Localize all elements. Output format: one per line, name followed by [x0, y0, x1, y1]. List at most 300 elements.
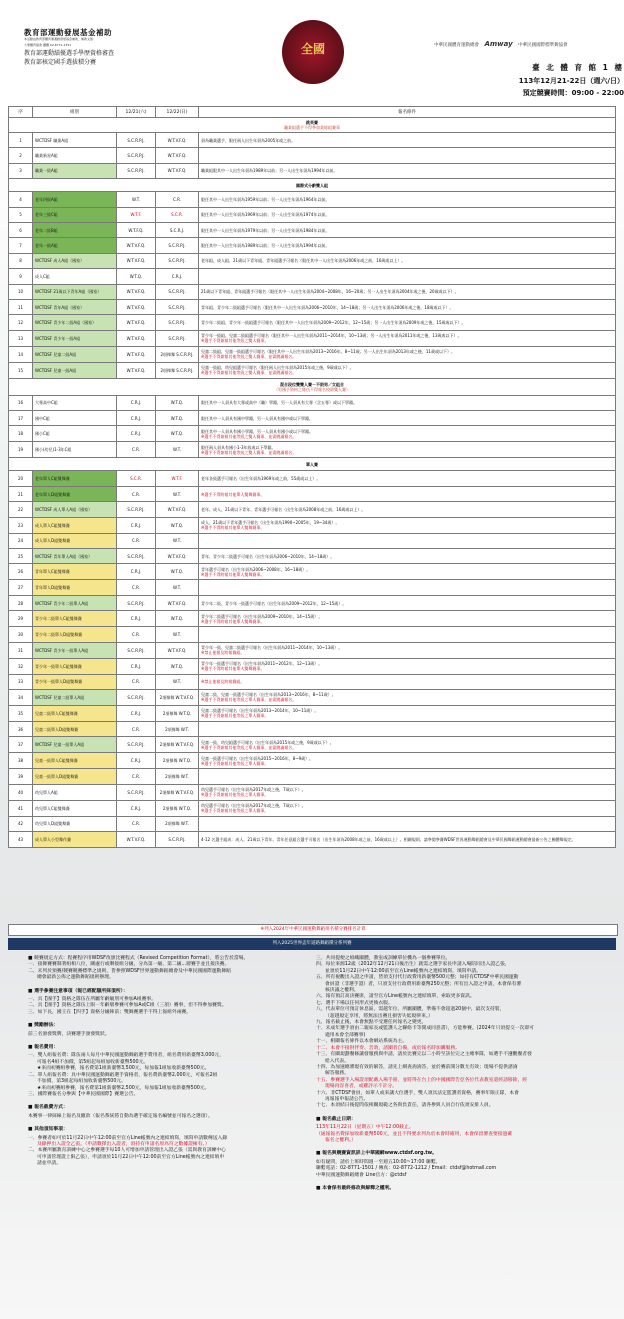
category-name: WCTDSF 兒童一級單人A組	[33, 737, 117, 753]
category-name: 成人單人小型舞作賽	[33, 832, 117, 847]
day2-dances: W.T.F.	[156, 471, 199, 486]
day1-dances: C.R.	[117, 580, 156, 595]
sponsor-1: 中華民國體育運動總會	[434, 43, 479, 48]
table-row	[9, 769, 616, 784]
notes-line: 可申請管理證上限乙張），申請須於11月22日中午12:00前至官方Line帳號內之連結填申	[37, 1154, 225, 1160]
table-row	[9, 253, 616, 268]
table-row	[9, 580, 616, 595]
category-name: 青少年二級單人D組雙舞賽	[33, 627, 117, 642]
table-row	[9, 330, 616, 346]
row-number: 29	[9, 611, 33, 627]
notes-right	[316, 956, 606, 1194]
category-name: 老年單人C組雙舞賽	[33, 471, 117, 486]
section-row	[9, 118, 616, 133]
notes-line: 一、雙人組報名費：隊伍兩人每月中華民國運動舞蹈選手費用者，組名費用新臺幣3,000元，	[28, 1053, 225, 1059]
row-number: 41	[9, 800, 33, 816]
notes-line: 再報報申報請公告。	[325, 1096, 369, 1102]
eligibility-text	[199, 784, 616, 800]
notes-line: 五、所有視觀出入證之申請，皆須支付代行政費用新臺幣500元整；如持有CTDSF中華民國運動	[316, 975, 519, 981]
table-row	[9, 627, 616, 642]
day2-dances: 2項擇舞 S.C.R.P.J.	[156, 346, 199, 362]
category-name: 老年單人D組雙舞賽	[33, 486, 117, 501]
notes-left	[28, 956, 318, 1168]
notes-line: 三、國際賽報名分參與【中華民國國際】賽選公告。	[28, 1091, 139, 1097]
header-no: 序	[9, 107, 33, 118]
eligibility-main: 限任其中一人出生年須為1979年以前；另一人出生年須為1984年以前。	[201, 227, 330, 233]
eligibility-main: 限任其中一人出生年須為1989年以前；另一人出生年須為1994年以前。	[201, 243, 330, 249]
notes-line: 適用本會全部賽事)	[325, 1032, 366, 1038]
eligibility-main: 老年、成人、21歲以下青年、青年選手可報名（出生年須為2008年或之前，16歲或以上）。	[201, 506, 366, 512]
table-row	[9, 689, 616, 705]
notes-line: 十二、本會不接供伴奏、音效，請團者自備，或於報名時加購服務。	[316, 1045, 460, 1051]
section-title	[9, 179, 616, 192]
day1-dances: C.R.J.	[117, 564, 156, 580]
day1-dances: C.R.	[117, 442, 156, 458]
section-title-text: 單人賽	[306, 461, 318, 467]
day2-dances: 2項擇舞 W.T.Q.	[156, 705, 199, 721]
table-row	[9, 315, 616, 330]
day1-dances: W.T.V.F.Q.	[117, 299, 156, 314]
eligibility-text	[199, 148, 616, 163]
day2-dances: 2項擇舞 W.T.Q.	[156, 753, 199, 769]
eligibility-note: ※選手不得兼報其他等級之單人賽事，並需跳滿報名。	[201, 697, 297, 703]
notes-line: 請並申請。	[37, 1161, 61, 1167]
row-number: 34	[9, 689, 33, 705]
eligibility-text	[199, 315, 616, 330]
eligibility-main: 兒童二級、兒童一級選手可報名（出生年須為2013~2016年，8~11歲）。	[201, 692, 336, 698]
table-row	[9, 163, 616, 178]
day1-dances: S.C.R.P.J.	[117, 163, 156, 178]
eligibility-main: 青少年二級、青少年一級選手可報名（出生年須為2009~2012年，12~15歲）。	[201, 600, 347, 606]
row-number: 42	[9, 816, 33, 831]
eligibility-text	[199, 346, 616, 362]
table-row	[9, 133, 616, 148]
eligibility-main: 限任其中一人出生年須為1969年以前；另一人出生年須為1974年以前。	[201, 212, 330, 218]
eligibility-text	[199, 517, 616, 533]
notes-line: 給入代表。	[325, 1058, 349, 1064]
day2-dances: W.T.	[156, 442, 199, 458]
table-row	[9, 426, 616, 442]
table-row	[9, 411, 616, 426]
notes-line: 會員證（非選手證）者，只須支付行政費用新臺幣250元整；所有出入證之申請，本會保有審	[325, 981, 522, 987]
notes-line: ■ 競賽規定方式：程賽程序用WDSF改頒比賽程式（Revised Competition Format），將公告於當場。	[28, 956, 249, 961]
day2-dances: W.T.Q.	[156, 411, 199, 426]
notes-heading: ■ 獎勵辦法：	[28, 1023, 59, 1029]
eligibility-main: 青少年二級組、青少年一級組選手可報名（限任其中一人出生年須為2009~2012年，12~15歲；另一人出生年須為2009年或之後，15歲或以下）。	[201, 319, 466, 325]
day2-dances: 2項擇舞 W.T.V.F.Q.	[156, 737, 199, 753]
eligibility-main: 青少年二級選手可報名（出生年須為2009~2010年，14~15歲）。	[201, 613, 323, 619]
row-number: 27	[9, 580, 33, 595]
eligibility-text	[199, 442, 616, 458]
notes-line: 一、具【國手】資格之隊伍在所屬年齡級別可參加A組賽事。	[28, 997, 157, 1003]
row-number: 43	[9, 832, 33, 847]
eligibility-main: 青少年一級、兒童二級選手可報名（出生年須為2011~2014年，10~13歲）。	[201, 645, 343, 651]
table-row	[9, 642, 616, 658]
table-row	[9, 284, 616, 299]
row-number: 9	[9, 269, 33, 284]
table-row	[9, 222, 616, 237]
org-small-2: 大專體育總會 團體 02-8771-1351	[24, 43, 72, 47]
day2-dances: 2項擇舞 W.T.Q.	[156, 800, 199, 816]
eligibility-text	[199, 330, 616, 346]
eligibility-main: 兒童二級選手可報名（出生年須為2013~2014年，10~11歲）。	[201, 708, 319, 714]
notes-line: 十四、為加速總審現有效的解答，請先上網查詢詢答，並於賽前開分數尤有效；現場不提供諮詢	[316, 1064, 518, 1070]
day1-dances: W.T.V.F.Q.	[117, 832, 156, 847]
eligibility-main: 幼兒選手可報名（出生年須為2017年或之後，7歲以下）。	[201, 787, 306, 793]
day2-dances: 2項擇舞 W.T.V.F.Q.	[156, 689, 199, 705]
notes-line: 核決議之權利。	[325, 988, 359, 994]
table-row	[9, 442, 616, 458]
eligibility-main: 老年組、成人組、21歲以下青年組、青年組選手可報名（限任其中一人出生年須為2006年或之前，16歲或以上）。	[201, 258, 406, 264]
eligibility-text	[199, 362, 616, 378]
category-name: 職業一級A組	[33, 163, 117, 178]
notes-line: 可報名4組不加價，第5組起每組加收新臺幣500元。	[37, 1059, 149, 1065]
category-name: WCTDSF 青年A組（國家）	[33, 299, 117, 314]
row-number: 13	[9, 330, 33, 346]
category-name: 老年二級B組	[33, 222, 117, 237]
row-number: 6	[9, 222, 33, 237]
category-name: 青少年一級單人C組雙舞賽	[33, 658, 117, 674]
day2-dances: W.T.Q.	[156, 426, 199, 442]
notes-line: 本賽事一律採線上報名及繳款（報名系統將自動為選手確定報名編號並可報名之選項）。	[28, 1113, 213, 1119]
day1-dances: W.T.V.F.Q.	[117, 253, 156, 268]
notes-heading: ■ 選手參賽注意事項（報已經配額所採須所）：	[28, 988, 128, 994]
row-number: 4	[9, 192, 33, 207]
notes-line: ★來而初賽組參賽，報名費第1組新臺幣2,500元，每加報1組加收新臺幣500元。	[37, 1085, 210, 1091]
row-number: 12	[9, 315, 33, 330]
day2-dances: C.R.	[156, 192, 199, 207]
category-name: WCTDSF 21歲以下青年A組（國家）	[33, 284, 117, 299]
table-row	[9, 784, 616, 800]
row-number: 2	[9, 148, 33, 163]
eligibility-main: 4-12 名選手組成：成人、21歲以下青年、青年任意組合選手可報名（出生年須為2008年或之前，16歲或以上）。相關規則、請參閱參賽WDSF世界運動舞蹈總會及中華民國舞蹈運動總會最新公告之團體舞規定。	[201, 836, 576, 842]
eligibility-text	[199, 721, 616, 736]
eligibility-note: ※選手不得兼報其他等級之雙人賽事。	[201, 338, 269, 344]
eligibility-note: ※禁止他報及跨報賽組。	[201, 679, 245, 685]
eligibility-main: 青年選手可報名（出生年須為2006~2008年，16~18歲）。	[201, 566, 311, 572]
row-number: 8	[9, 253, 33, 268]
header-day1: 12/21(六)	[117, 107, 156, 118]
category-name: WCTDSF 成人A組（國家）	[33, 253, 117, 268]
eligibility-text	[199, 411, 616, 426]
eligibility-text	[199, 800, 616, 816]
table-row	[9, 269, 616, 284]
day1-dances: C.R.	[117, 533, 156, 548]
table-row	[9, 517, 616, 533]
day1-dances: C.R.	[117, 769, 156, 784]
row-number: 21	[9, 486, 33, 501]
row-number: 35	[9, 705, 33, 721]
eligibility-main: 限任其中一人須具有大專或高中（職）學籍，另一人須具有大專（含五專）或以下學籍。	[201, 400, 357, 406]
category-name: 職業新星A組	[33, 148, 117, 163]
day2-dances: S.C.R.P.J.	[156, 330, 199, 346]
notes-line: 前三名頒發獎牌，決賽選手頒發獎狀。	[28, 1031, 110, 1037]
notes-line: 二、未列於預賽/競賽競賽標準之規則，皆參照WDSF世界運動舞蹈總會及中華民國國際運動舞蹈	[28, 968, 231, 974]
notes-line: 四、每位來源12歲（2012年12月21日後出生）就需之選手家長申請入場陪同出入證乙張，	[316, 962, 510, 968]
row-number: 38	[9, 753, 33, 769]
table-row	[9, 395, 616, 410]
table-row	[9, 549, 616, 564]
section-row	[9, 179, 616, 192]
notes-line: 113年11月22日（星期五）中午12:00截止。	[316, 1125, 414, 1131]
table-row	[9, 207, 616, 222]
row-number: 16	[9, 395, 33, 410]
eligibility-main: 職業組限其中一人出生年須為1989年以前；另一人出生年須為1994年以前。	[201, 168, 338, 174]
day2-dances: W.T.V.F.Q.	[156, 502, 199, 517]
day1-dances: W.T.F.Q.	[117, 222, 156, 237]
eligibility-main: 青少年一級選手可報名（出生年須為2011~2012年，12~13歲）。	[201, 661, 323, 667]
row-number: 39	[9, 769, 33, 784]
eligibility-text	[199, 163, 616, 178]
table-row	[9, 705, 616, 721]
category-name: 幼兒單人C組雙舞賽	[33, 800, 117, 816]
header-day2: 12/22(日)	[156, 107, 199, 118]
section-title-text: 混合段位雙雙人賽－不限男／女組合	[280, 381, 344, 387]
header-eligibility: 報名條件	[199, 107, 616, 118]
eligibility-note: ※選手不得跨報其他單人雙舞賽事。	[201, 571, 265, 577]
table-row	[9, 658, 616, 674]
eligibility-note: ※選手不得兼報其他等級之單人賽事。	[201, 808, 269, 814]
header-category: 組別	[33, 107, 117, 118]
eligibility-text	[199, 689, 616, 705]
category-name: 成人單人D組雙舞賽	[33, 533, 117, 548]
notes-line: 七、選手下場以任何形式更換衣服。	[316, 1000, 393, 1006]
day1-dances: C.R.J.	[117, 753, 156, 769]
table-row	[9, 737, 616, 753]
category-name: 青年單人C組雙舞賽	[33, 564, 117, 580]
eligibility-text	[199, 222, 616, 237]
eligibility-text	[199, 253, 616, 268]
row-number: 22	[9, 502, 33, 517]
section-subtitle: 職業組選手不得參加業餘組賽事	[284, 125, 340, 130]
eligibility-main: 兒童一級、幼兒組選手可報名（出生年須為2015年或之後，9歲或以下）。	[201, 739, 334, 745]
emblem-text: 全國	[300, 42, 325, 56]
eligibility-main: 青少年一級組、兒童二級組選手可報名（限任其中一人出生年須為2011~2014年，10~13歲；另一人出生年須為2011年或之後，13歲或以下）。	[201, 333, 462, 339]
notes-line: 一、接舞賽賽制著組相八位，剛處行或剩接組分級，分為第一級、第二級...層賽手並且接決賽。	[28, 962, 230, 968]
row-number: 5	[9, 207, 33, 222]
org-block	[24, 30, 134, 67]
notes-line: 八、代表單位可預訂休息區，需越年位、所屬團體，準備不會超過20個中，最次支持裝，	[316, 1007, 505, 1013]
day2-dances: W.T.Q.	[156, 611, 199, 627]
category-name: 兒童一級單人C組雙舞賽	[33, 753, 117, 769]
eligibility-note: ※選手不得兼報其他等級之雙人賽事，並需跳滿報名。	[201, 354, 297, 360]
notes-heading: ■ 報名費用：	[28, 1045, 59, 1051]
table-row	[9, 816, 616, 831]
notes-line: （通報報名費採加收新臺幣500元，並且不得要求列為於本會時確用，本會保留審查要接過確	[316, 1131, 513, 1137]
notes-heading: ■ 報名截止日期：	[316, 1116, 356, 1122]
category-name: WCTDSF 兒童二級單人A組	[33, 689, 117, 705]
notes-line: 十一、相關報名條件以本會網站系統為主。	[316, 1039, 408, 1045]
day2-dances: W.T.Q.	[156, 395, 199, 410]
eligibility-main: 青年、青少年二級選手可報名（出生年須為2006~2010年，14~18歲）。	[201, 553, 335, 559]
day1-dances: S.C.R.P.J.	[117, 595, 156, 610]
day2-dances: S.C.R.P.J.	[156, 284, 199, 299]
day2-dances: C.R.J.	[156, 269, 199, 284]
day1-dances: C.R.J.	[117, 611, 156, 627]
table-row	[9, 533, 616, 548]
eligibility-text	[199, 611, 616, 627]
eligibility-main: 兒童一級組、幼兒組選手可報名（限任兩人出生年須為2015年或之後，9歲或以下）。	[201, 365, 354, 371]
eligibility-text	[199, 486, 616, 501]
category-name: 國中C組	[33, 411, 117, 426]
world-cup-banner: 列入2025世界盃年道路舞蹈積分系列賽	[8, 938, 616, 950]
row-number: 17	[9, 411, 33, 426]
eligibility-text	[199, 705, 616, 721]
category-name: 成人C組	[33, 269, 117, 284]
eligibility-text	[199, 395, 616, 410]
event-date: 113年12月21-22日（週六/日）	[518, 77, 624, 85]
day1-dances: W.T.F.	[117, 207, 156, 222]
row-number: 11	[9, 299, 33, 314]
event-emblem	[282, 20, 344, 84]
category-name: WCTDSF 青年單人A組（國家）	[33, 549, 117, 564]
row-number: 25	[9, 549, 33, 564]
eligibility-main: 限任其中一人須具有國小學籍，另一人須具有國小或以下學籍。	[201, 428, 313, 434]
notes-line: 如有疑問，請於上班時間週一至週五10:00~17:00 聯繫。	[316, 1159, 441, 1165]
category-name: 兒童二級單人C組雙舞賽	[33, 705, 117, 721]
notes-line: 報名之權利。）	[325, 1137, 357, 1143]
day1-dances: C.R.	[117, 816, 156, 831]
row-number: 26	[9, 564, 33, 580]
eligibility-text	[199, 564, 616, 580]
eligibility-note: ※選手不得跨報其他單人雙舞賽事。	[201, 618, 265, 624]
day1-dances: C.R.	[117, 486, 156, 501]
category-name: 老年三級C組	[33, 207, 117, 222]
row-number: 10	[9, 284, 33, 299]
day1-dances: C.R.J.	[117, 705, 156, 721]
day2-dances: S.C.R.P.J.	[156, 253, 199, 268]
category-name: 兒童一級單人D組雙舞賽	[33, 769, 117, 784]
table-row	[9, 471, 616, 486]
category-name: 青少年二級單人C組雙舞賽	[33, 611, 117, 627]
sponsor-logos	[434, 40, 614, 48]
day2-dances: W.T.	[156, 580, 199, 595]
day2-dances: W.T.	[156, 486, 199, 501]
eligibility-text	[199, 595, 616, 610]
eligibility-text	[199, 549, 616, 564]
day2-dances: S.C.R.P.J.	[156, 299, 199, 314]
eligibility-main: 限任其中一人須具有國中學籍，另一人須具有國中或以下學籍。	[201, 415, 313, 421]
category-name: WCTDSF 青少年一級單人A組	[33, 642, 117, 658]
row-number: 23	[9, 517, 33, 533]
org-title: 教育部運動發展基金補助	[24, 28, 112, 37]
table-row	[9, 564, 616, 580]
eligibility-text	[199, 192, 616, 207]
eligibility-main: 老年各級選手可報名（出生年須為1969年或之前，55歲或以上）。	[201, 476, 321, 482]
eligibility-text	[199, 658, 616, 674]
day1-dances: W.T.Q.	[117, 269, 156, 284]
notes-line: 及錄押出入證全乙張。（申請數擇出入證者，須持有申請名原為符之數據證擁有。）	[37, 1141, 210, 1147]
sponsor-amway: Amway	[484, 40, 513, 48]
section-title	[9, 118, 616, 133]
day1-dances: W.T.V.F.Q.	[117, 238, 156, 253]
day2-dances: 2項擇舞 W.T.	[156, 721, 199, 736]
row-number: 7	[9, 238, 33, 253]
row-number: 15	[9, 362, 33, 378]
day1-dances: W.T.V.F.Q.	[117, 346, 156, 362]
category-name: WCTDSF 成人單人A組（國家）	[33, 502, 117, 517]
category-name: 青年單人D組雙舞賽	[33, 580, 117, 595]
day2-dances: W.T.	[156, 627, 199, 642]
category-name: WCTDSF 青少年二級單人A組	[33, 595, 117, 610]
day1-dances: W.T.V.F.Q.	[117, 315, 156, 330]
eligibility-main: 成人、21歲以下青年選手可報名（出生年須為1990~2005年，19~34歲）。	[201, 520, 340, 526]
notes-line: ★來而初賽組參賽，報名費第1組新臺幣3,500元，每加報1組加收新臺幣500元。	[37, 1066, 210, 1072]
category-name: 幼兒單人A組	[33, 784, 117, 800]
venue-name: 臺 北 體 育 館 1 樓	[532, 63, 624, 72]
day2-dances: W.T.V.F.Q.	[156, 163, 199, 178]
row-number: 18	[9, 426, 33, 442]
event-time: 預定競賽時間：09:00 - 22:00	[522, 89, 624, 97]
notes-line: 三、共同提便之組織團體，教室或訓練單位機為一個參賽單位。	[316, 956, 451, 961]
eligibility-text	[199, 299, 616, 314]
row-number: 32	[9, 658, 33, 674]
category-name: WCTDSF 職業A組	[33, 133, 117, 148]
day2-dances: W.T.V.F.Q.	[156, 133, 199, 148]
category-name: 幼兒單人D組雙舞賽	[33, 816, 117, 831]
eligibility-text	[199, 426, 616, 442]
eligibility-text	[199, 269, 616, 284]
day1-dances: C.R.J.	[117, 517, 156, 533]
eligibility-text	[199, 207, 616, 222]
eligibility-main: 21歲以下青年組、青年組選手可報名（限任其中一人出生年須為2004~2008年，16~20歲；另一人出生年須為2004年或之後，20歲或以下）。	[201, 289, 459, 295]
eligibility-note: ※選手不得兼報其他等級之單人賽事。	[201, 760, 269, 766]
table-row	[9, 753, 616, 769]
section-title	[9, 458, 616, 471]
table-row	[9, 595, 616, 610]
table-row	[9, 800, 616, 816]
notes-line: 二、單人組報名費：具中華民國運動舞蹈選手資格者，報名費新臺幣2,000元，可報名2組	[28, 1072, 218, 1078]
eligibility-main: 限任其中一人出生年須為1959年以前；另一人出生年須為1964年以前。	[201, 196, 330, 202]
eligibility-text	[199, 769, 616, 784]
table-row	[9, 346, 616, 362]
day1-dances: S.C.R.P.J.	[117, 737, 156, 753]
row-number: 30	[9, 627, 33, 642]
section-title-text: 國際式分齡雙人組	[296, 182, 328, 188]
notes-line: 十五、參賽選手入場證須配戴入場手冊，並將得在台上的中國國際告亞各位代表教室還經請移除，經	[316, 1077, 528, 1083]
table-row	[9, 674, 616, 689]
category-name: 老年四級A組	[33, 192, 117, 207]
section-title-text: 跳英賽	[306, 120, 318, 125]
day1-dances: S.C.R.P.J.	[117, 689, 156, 705]
notes-line: 十七、本須結日後提問依相關規範之各與負責任，請各參與人員自行依須安排人員。	[316, 1103, 494, 1109]
header	[0, 0, 624, 104]
row-number: 19	[9, 442, 33, 458]
sponsor-3: 中華民國國際標準舞協會	[518, 43, 568, 48]
section-row	[9, 458, 616, 471]
ranking-note: ※列入2024年中華民國運動舞蹈排名積分賽排名計算	[8, 924, 618, 936]
eligibility-text	[199, 133, 616, 148]
eligibility-text	[199, 674, 616, 689]
eligibility-note: ※選手不得兼報其他等級之單人賽事，並需跳滿報名。	[201, 744, 297, 750]
day1-dances: S.C.R.P.J.	[117, 133, 156, 148]
eligibility-note: ※選手不得跨報其他單人雙舞賽事。	[201, 491, 265, 497]
day2-dances: 2項擇舞 W.T.	[156, 769, 199, 784]
day2-dances: 2項擇舞 W.T.	[156, 816, 199, 831]
notes-heading: ■ 本會保有最終修改與解釋之權利。	[316, 1186, 395, 1191]
eligibility-note: ※選手不得兼報其他等級之雙人賽事，並需跳滿報名。	[201, 370, 297, 376]
category-name: 青少年一級單人D組雙舞賽	[33, 674, 117, 689]
day1-dances: W.T.V.F.Q.	[117, 330, 156, 346]
notes-line: 三、如下長，國王在【四手】資格分級陣前；雙舞賽選手不得上報組外兩賽。	[28, 1009, 192, 1015]
day2-dances: W.T.	[156, 674, 199, 689]
notes-heading: ■ 報名與競賽資訊詳上中華國網www.ctdsf.org.tw。	[316, 1151, 437, 1157]
day2-dances: W.T.V.F.Q.	[156, 642, 199, 658]
table-row	[9, 721, 616, 736]
table-row	[9, 502, 616, 517]
day1-dances: W.T.	[117, 192, 156, 207]
eligibility-main: 兒童一級選手可報名（出生年須為2015~2016年，8~9歲）。	[201, 755, 314, 761]
